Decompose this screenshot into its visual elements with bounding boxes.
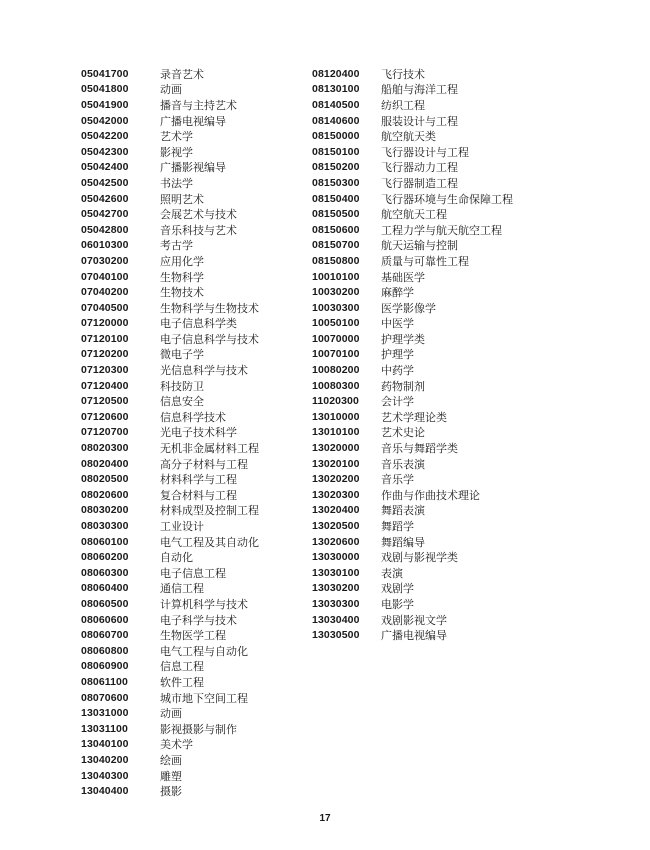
major-row bbox=[81, 300, 259, 316]
major-code: 05041800 bbox=[81, 83, 129, 96]
major-name: 科技防卫 bbox=[160, 379, 204, 393]
major-row bbox=[81, 113, 259, 129]
major-code: 13030400 bbox=[312, 613, 360, 626]
major-name: 戏剧影视文学 bbox=[381, 613, 447, 627]
major-code: 05042400 bbox=[81, 161, 129, 174]
major-name: 艺术学理论类 bbox=[381, 410, 447, 424]
major-name: 中药学 bbox=[381, 364, 414, 378]
major-code: 13020200 bbox=[312, 473, 360, 486]
major-name: 舞蹈表演 bbox=[381, 504, 425, 518]
major-name: 软件工程 bbox=[160, 675, 204, 689]
major-row bbox=[81, 253, 259, 269]
major-row bbox=[312, 534, 513, 550]
major-row bbox=[312, 581, 513, 597]
major-name: 复合材料与工程 bbox=[160, 488, 237, 502]
major-code: 13030500 bbox=[312, 629, 360, 642]
major-row bbox=[312, 97, 513, 113]
major-name: 广播电视编导 bbox=[160, 114, 226, 128]
major-name: 纺织工程 bbox=[381, 98, 425, 112]
major-code: 13040300 bbox=[81, 769, 129, 782]
major-name: 生物科学与生物技术 bbox=[160, 301, 259, 315]
major-name: 城市地下空间工程 bbox=[160, 691, 248, 705]
major-code: 13020500 bbox=[312, 520, 360, 533]
major-row bbox=[312, 128, 513, 144]
major-name: 电子科学与技术 bbox=[160, 613, 237, 627]
major-row bbox=[81, 768, 259, 784]
major-name: 音乐学 bbox=[381, 473, 414, 487]
major-row bbox=[312, 362, 513, 378]
major-code: 08060800 bbox=[81, 644, 129, 657]
major-code: 07030200 bbox=[81, 254, 129, 267]
major-name: 动画 bbox=[160, 83, 182, 97]
major-code: 05042500 bbox=[81, 176, 129, 189]
major-name: 表演 bbox=[381, 566, 403, 580]
major-name: 音乐表演 bbox=[381, 457, 425, 471]
major-name: 计算机科学与技术 bbox=[160, 597, 248, 611]
major-row bbox=[312, 113, 513, 129]
major-code: 10050100 bbox=[312, 317, 360, 330]
major-code: 08150000 bbox=[312, 130, 360, 143]
major-code: 13030200 bbox=[312, 582, 360, 595]
major-code: 10070100 bbox=[312, 348, 360, 361]
major-code: 08070600 bbox=[81, 691, 129, 704]
major-row bbox=[312, 175, 513, 191]
major-code: 08150800 bbox=[312, 254, 360, 267]
major-row bbox=[81, 175, 259, 191]
major-code: 13010000 bbox=[312, 410, 360, 423]
major-code: 08150400 bbox=[312, 192, 360, 205]
major-row bbox=[312, 612, 513, 628]
major-name: 会展艺术与技术 bbox=[160, 208, 237, 222]
major-code: 08150700 bbox=[312, 239, 360, 252]
major-name: 录音艺术 bbox=[160, 67, 204, 81]
major-row bbox=[312, 440, 513, 456]
major-row bbox=[81, 440, 259, 456]
major-row bbox=[312, 191, 513, 207]
major-code: 13010100 bbox=[312, 426, 360, 439]
major-row bbox=[81, 690, 259, 706]
major-row bbox=[81, 503, 259, 519]
major-code: 08130100 bbox=[312, 83, 360, 96]
major-row bbox=[81, 456, 259, 472]
major-name: 飞行器设计与工程 bbox=[381, 145, 469, 159]
major-name: 考古学 bbox=[160, 239, 193, 253]
major-name: 电子信息科学类 bbox=[160, 317, 237, 331]
major-row bbox=[312, 269, 513, 285]
major-name: 影视学 bbox=[160, 145, 193, 159]
major-code: 08030300 bbox=[81, 520, 129, 533]
major-code: 08060200 bbox=[81, 551, 129, 564]
major-code: 06010300 bbox=[81, 239, 129, 252]
major-row bbox=[81, 721, 259, 737]
major-code: 08060700 bbox=[81, 629, 129, 642]
major-name: 电子信息工程 bbox=[160, 566, 226, 580]
major-code: 07120200 bbox=[81, 348, 129, 361]
major-code: 08020500 bbox=[81, 473, 129, 486]
major-row bbox=[81, 66, 259, 82]
major-code: 07120500 bbox=[81, 395, 129, 408]
major-name: 电影学 bbox=[381, 597, 414, 611]
major-row bbox=[312, 596, 513, 612]
major-name: 戏剧与影视学类 bbox=[381, 551, 458, 565]
major-code: 13040400 bbox=[81, 785, 129, 798]
major-row bbox=[81, 316, 259, 332]
major-code: 13030000 bbox=[312, 551, 360, 564]
major-name: 通信工程 bbox=[160, 582, 204, 596]
major-name: 动画 bbox=[160, 707, 182, 721]
major-name: 生物科学 bbox=[160, 270, 204, 284]
major-row bbox=[81, 425, 259, 441]
major-row bbox=[81, 783, 259, 799]
major-code: 05041700 bbox=[81, 67, 129, 80]
major-name: 广播电视编导 bbox=[381, 629, 447, 643]
major-name: 摄影 bbox=[160, 785, 182, 799]
major-row bbox=[81, 534, 259, 550]
major-row bbox=[312, 565, 513, 581]
major-code: 08150600 bbox=[312, 223, 360, 236]
major-code: 07120300 bbox=[81, 364, 129, 377]
major-row bbox=[81, 612, 259, 628]
major-code: 08060100 bbox=[81, 535, 129, 548]
major-code: 13040200 bbox=[81, 753, 129, 766]
major-name: 麻醉学 bbox=[381, 286, 414, 300]
major-code: 08140500 bbox=[312, 98, 360, 111]
major-row bbox=[312, 222, 513, 238]
major-name: 艺术学 bbox=[160, 130, 193, 144]
major-code: 05042000 bbox=[81, 114, 129, 127]
left-major-list bbox=[81, 66, 259, 799]
major-row bbox=[81, 191, 259, 207]
major-code: 13030300 bbox=[312, 597, 360, 610]
major-name: 作曲与作曲技术理论 bbox=[381, 488, 480, 502]
major-code: 05041900 bbox=[81, 98, 129, 111]
major-row bbox=[312, 409, 513, 425]
major-code: 08020300 bbox=[81, 442, 129, 455]
major-name: 美术学 bbox=[160, 738, 193, 752]
major-name: 音乐与舞蹈学类 bbox=[381, 442, 458, 456]
major-row bbox=[312, 238, 513, 254]
major-code: 10030300 bbox=[312, 301, 360, 314]
major-name: 高分子材料与工程 bbox=[160, 457, 248, 471]
major-code: 10080200 bbox=[312, 364, 360, 377]
major-code: 10070000 bbox=[312, 332, 360, 345]
major-row bbox=[81, 144, 259, 160]
major-name: 电气工程及其自动化 bbox=[160, 535, 259, 549]
major-row bbox=[312, 393, 513, 409]
major-name: 自动化 bbox=[160, 551, 193, 565]
major-name: 飞行技术 bbox=[381, 67, 425, 81]
major-row bbox=[312, 331, 513, 347]
major-name: 舞蹈编导 bbox=[381, 535, 425, 549]
page-number: 17 bbox=[319, 813, 331, 824]
major-code: 07120000 bbox=[81, 317, 129, 330]
major-name: 舞蹈学 bbox=[381, 520, 414, 534]
major-code: 07040100 bbox=[81, 270, 129, 283]
major-code: 07120400 bbox=[81, 379, 129, 392]
major-row bbox=[81, 581, 259, 597]
major-row bbox=[312, 487, 513, 503]
major-code: 08120400 bbox=[312, 67, 360, 80]
major-row bbox=[312, 316, 513, 332]
major-name: 飞行器制造工程 bbox=[381, 176, 458, 190]
major-row bbox=[312, 518, 513, 534]
major-code: 13020300 bbox=[312, 488, 360, 501]
major-row bbox=[81, 82, 259, 98]
major-code: 05042200 bbox=[81, 130, 129, 143]
major-name: 光信息科学与技术 bbox=[160, 364, 248, 378]
major-code: 07040500 bbox=[81, 301, 129, 314]
major-row bbox=[81, 737, 259, 753]
major-row bbox=[312, 160, 513, 176]
major-row bbox=[81, 643, 259, 659]
major-name: 材料科学与工程 bbox=[160, 473, 237, 487]
major-name: 信息安全 bbox=[160, 395, 204, 409]
major-name: 信息科学技术 bbox=[160, 410, 226, 424]
major-name: 会计学 bbox=[381, 395, 414, 409]
major-name: 无机非金属材料工程 bbox=[160, 442, 259, 456]
major-name: 航空航天工程 bbox=[381, 208, 447, 222]
major-code: 10010100 bbox=[312, 270, 360, 283]
major-row bbox=[312, 471, 513, 487]
major-row bbox=[312, 503, 513, 519]
major-code: 10080300 bbox=[312, 379, 360, 392]
major-row bbox=[81, 393, 259, 409]
major-row bbox=[81, 206, 259, 222]
major-code: 08030200 bbox=[81, 504, 129, 517]
major-name: 影视摄影与制作 bbox=[160, 722, 237, 736]
major-code: 13031000 bbox=[81, 707, 129, 720]
major-name: 飞行器环境与生命保障工程 bbox=[381, 192, 513, 206]
major-name: 服装设计与工程 bbox=[381, 114, 458, 128]
major-code: 13030100 bbox=[312, 566, 360, 579]
major-name: 照明艺术 bbox=[160, 192, 204, 206]
right-major-list bbox=[312, 66, 513, 643]
major-name: 飞行器动力工程 bbox=[381, 161, 458, 175]
major-row bbox=[312, 300, 513, 316]
major-name: 药物制剂 bbox=[381, 379, 425, 393]
major-code: 08150100 bbox=[312, 145, 360, 158]
major-row bbox=[81, 331, 259, 347]
major-row bbox=[81, 347, 259, 363]
major-row bbox=[81, 97, 259, 113]
major-row bbox=[81, 596, 259, 612]
major-code: 13020600 bbox=[312, 535, 360, 548]
major-row bbox=[81, 471, 259, 487]
major-code: 13031100 bbox=[81, 722, 128, 735]
major-name: 雕塑 bbox=[160, 769, 182, 783]
major-row bbox=[81, 659, 259, 675]
major-row bbox=[81, 549, 259, 565]
major-code: 10030200 bbox=[312, 286, 360, 299]
major-code: 08060300 bbox=[81, 566, 129, 579]
major-row bbox=[81, 705, 259, 721]
major-row bbox=[312, 66, 513, 82]
major-code: 13040100 bbox=[81, 738, 129, 751]
major-code: 13020100 bbox=[312, 457, 360, 470]
major-code: 13020400 bbox=[312, 504, 360, 517]
major-code: 07120700 bbox=[81, 426, 129, 439]
major-row bbox=[312, 206, 513, 222]
major-name: 基础医学 bbox=[381, 270, 425, 284]
major-row bbox=[81, 565, 259, 581]
major-code: 08020400 bbox=[81, 457, 129, 470]
major-name: 戏剧学 bbox=[381, 582, 414, 596]
major-code: 07040200 bbox=[81, 286, 129, 299]
major-name: 生物技术 bbox=[160, 286, 204, 300]
major-row bbox=[312, 456, 513, 472]
major-code: 08060600 bbox=[81, 613, 129, 626]
major-code: 05042600 bbox=[81, 192, 129, 205]
major-code: 08060900 bbox=[81, 660, 129, 673]
major-row bbox=[81, 238, 259, 254]
major-name: 书法学 bbox=[160, 176, 193, 190]
major-name: 工业设计 bbox=[160, 520, 204, 534]
major-row bbox=[81, 487, 259, 503]
major-row bbox=[81, 378, 259, 394]
major-name: 质量与可靠性工程 bbox=[381, 254, 469, 268]
major-code: 08150300 bbox=[312, 176, 360, 189]
major-name: 播音与主持艺术 bbox=[160, 98, 237, 112]
major-code: 07120600 bbox=[81, 410, 129, 423]
major-code: 08020600 bbox=[81, 488, 129, 501]
major-name: 医学影像学 bbox=[381, 301, 436, 315]
major-name: 航空航天类 bbox=[381, 130, 436, 144]
major-code: 05042800 bbox=[81, 223, 129, 236]
major-name: 绘画 bbox=[160, 753, 182, 767]
major-row bbox=[81, 128, 259, 144]
major-name: 护理学 bbox=[381, 348, 414, 362]
major-name: 生物医学工程 bbox=[160, 629, 226, 643]
major-row bbox=[312, 627, 513, 643]
major-code: 08060400 bbox=[81, 582, 129, 595]
major-code: 11020300 bbox=[312, 395, 359, 408]
major-name: 应用化学 bbox=[160, 254, 204, 268]
major-name: 中医学 bbox=[381, 317, 414, 331]
major-row bbox=[81, 362, 259, 378]
major-name: 艺术史论 bbox=[381, 426, 425, 440]
major-name: 工程力学与航天航空工程 bbox=[381, 223, 502, 237]
major-code: 07120100 bbox=[81, 332, 129, 345]
major-row bbox=[81, 627, 259, 643]
major-code: 05042300 bbox=[81, 145, 129, 158]
major-row bbox=[81, 518, 259, 534]
major-row bbox=[81, 222, 259, 238]
major-name: 护理学类 bbox=[381, 332, 425, 346]
major-row bbox=[312, 378, 513, 394]
major-name: 电气工程与自动化 bbox=[160, 644, 248, 658]
major-row bbox=[81, 752, 259, 768]
major-row bbox=[81, 409, 259, 425]
major-code: 08061100 bbox=[81, 675, 128, 688]
major-code: 08140600 bbox=[312, 114, 360, 127]
major-row bbox=[312, 144, 513, 160]
major-code: 05042700 bbox=[81, 208, 129, 221]
major-row bbox=[312, 347, 513, 363]
major-name: 材料成型及控制工程 bbox=[160, 504, 259, 518]
major-row bbox=[312, 253, 513, 269]
major-name: 广播影视编导 bbox=[160, 161, 226, 175]
major-row bbox=[81, 674, 259, 690]
major-row bbox=[312, 549, 513, 565]
major-row bbox=[312, 82, 513, 98]
major-code: 08060500 bbox=[81, 597, 129, 610]
major-name: 微电子学 bbox=[160, 348, 204, 362]
major-name: 航天运输与控制 bbox=[381, 239, 458, 253]
major-row bbox=[81, 269, 259, 285]
major-row bbox=[81, 284, 259, 300]
major-code: 08150500 bbox=[312, 208, 360, 221]
major-name: 电子信息科学与技术 bbox=[160, 332, 259, 346]
major-code: 08150200 bbox=[312, 161, 360, 174]
major-code: 13020000 bbox=[312, 442, 360, 455]
major-name: 船舶与海洋工程 bbox=[381, 83, 458, 97]
major-name: 信息工程 bbox=[160, 660, 204, 674]
major-row bbox=[312, 284, 513, 300]
major-row bbox=[81, 160, 259, 176]
major-name: 音乐科技与艺术 bbox=[160, 223, 237, 237]
major-name: 光电子技术科学 bbox=[160, 426, 237, 440]
major-row bbox=[312, 425, 513, 441]
